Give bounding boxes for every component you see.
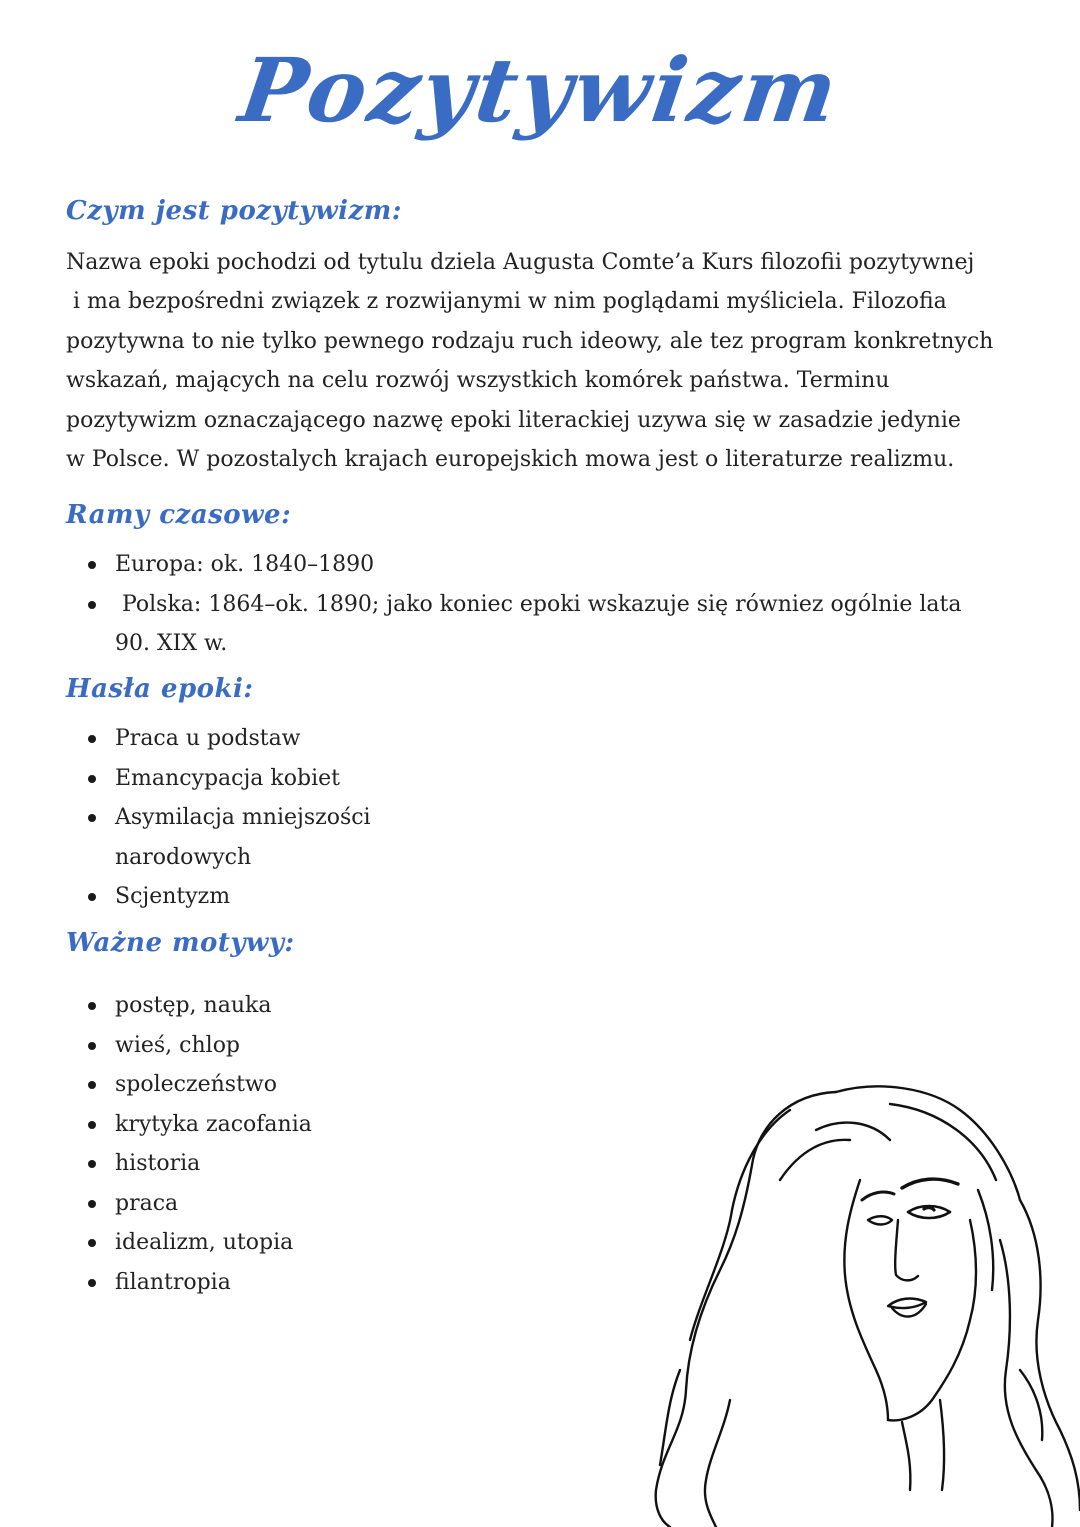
list-item-text: Scjentyzm: [115, 884, 231, 909]
list-item-text: wieś, chlop: [115, 1032, 241, 1058]
slogans-list: [0, 719, 371, 917]
list-item: [0, 719, 371, 759]
list-item: [0, 877, 371, 917]
paragraph-line: i ma bezpośredni związek z rozwijanymi w nim poglądami myśliciela. Filozofia: [66, 289, 947, 315]
list-item-text: krytyka zacofania: [115, 1111, 312, 1137]
list-item: [0, 986, 312, 1026]
list-item: [0, 1105, 312, 1145]
list-item-text: narodowych: [115, 844, 252, 870]
motifs-list: [0, 986, 312, 1302]
heading-motywy: Ważne motywy:: [66, 928, 295, 958]
list-item: [0, 1223, 312, 1263]
list-item-text: Emancypacja kobiet: [115, 765, 340, 791]
list-item: [0, 545, 961, 585]
list-item: [0, 1026, 312, 1066]
list-item-text: Europa: ok. 1840–1890: [115, 552, 375, 577]
list-item-text: Polska: 1864–ok. 1890; jako koniec epoki wskazuje się równiez ogólnie lata: [115, 591, 962, 617]
intro-paragraph: [66, 243, 1066, 479]
list-item-text: 90. XIX w.: [115, 631, 228, 656]
paragraph-line: Nazwa epoki pochodzi od tytulu dziela Augusta Comte’a Kurs filozofii pozytywnej: [66, 250, 975, 275]
list-item: [0, 1184, 312, 1224]
timeframe-list: [0, 545, 961, 664]
paragraph-line: w Polsce. W pozostalych krajach europejskich mowa jest o literaturze realizmu.: [66, 447, 955, 473]
list-item-text: historia: [115, 1151, 201, 1176]
list-item: [0, 798, 371, 877]
paragraph-line: wskazań, mających na celu rozwój wszystkich komórek państwa. Terminu: [66, 368, 890, 394]
list-item-text: Praca u podstaw: [115, 726, 301, 751]
paragraph-line: pozytywizm oznaczającego nazwę epoki literackiej uzywa się w zasadzie jedynie: [66, 407, 961, 433]
heading-czym: Czym jest pozytywizm:: [66, 196, 402, 226]
woman-portrait-line-drawing-icon: [640, 1070, 1080, 1527]
heading-ramy: Ramy czasowe:: [66, 500, 292, 530]
list-item-text: postęp, nauka: [115, 993, 272, 1018]
list-item: [0, 1065, 312, 1105]
list-item-text: filantropia: [115, 1269, 231, 1295]
paragraph-line: pozytywna to nie tylko pewnego rodzaju ruch ideowy, ale tez program konkretnych: [66, 328, 994, 354]
list-item-text: spoleczeństwo: [115, 1072, 277, 1097]
list-item: [0, 1144, 312, 1184]
page-title: Pozytywizm: [233, 38, 847, 142]
list-item: [0, 759, 371, 799]
heading-hasla: Hasła epoki:: [66, 674, 254, 704]
list-item-text: idealizm, utopia: [115, 1230, 294, 1255]
list-item-text: Asymilacja mniejszości: [115, 805, 371, 830]
list-item: [0, 1263, 312, 1303]
list-item: [0, 585, 961, 664]
list-item-text: praca: [115, 1190, 179, 1216]
